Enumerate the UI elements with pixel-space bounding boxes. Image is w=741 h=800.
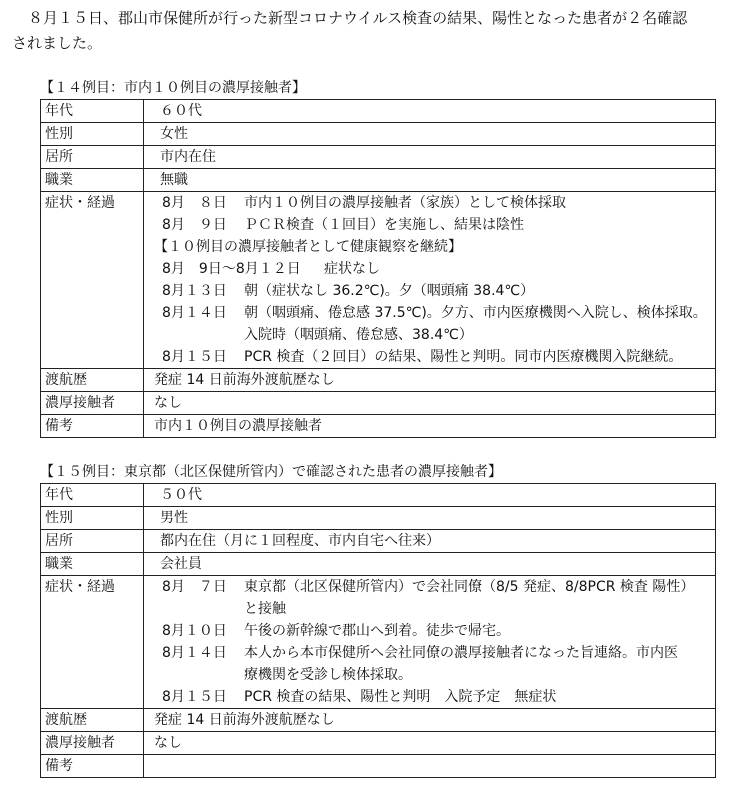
row-occupation	[41, 553, 716, 576]
entry-date: 8月１５日	[162, 349, 227, 365]
entry-text: ＰＣＲ検査（１回目）を実施し、結果は陰性	[244, 217, 524, 233]
value-remarks: 市内１０例目の濃厚接触者	[144, 415, 716, 438]
case-table	[40, 483, 716, 778]
row-occupation	[41, 169, 716, 192]
label-residence: 居所	[41, 530, 144, 553]
timeline-entry	[154, 346, 715, 368]
timeline-entry	[154, 576, 715, 620]
label-symptoms: 症状・経過	[41, 576, 144, 709]
entry-date: 8月 9日〜8月１２日	[162, 261, 301, 277]
timeline-entry	[154, 620, 715, 642]
value-occupation: 無職	[144, 169, 716, 192]
value-age: ５０代	[144, 484, 716, 507]
case-14	[40, 78, 716, 438]
entry-date: 8月１０日	[162, 623, 227, 639]
value-contacts: なし	[144, 392, 716, 415]
entry-text: 東京都（北区保健所管内）で会社同僚（8/5 発症、8/8PCR 検査 陽性）	[244, 579, 695, 595]
value-remarks	[144, 755, 716, 778]
entry-text: PCR 検査の結果、陽性と判明 入院予定 無症状	[244, 689, 557, 705]
intro-line-2: されました。	[12, 34, 103, 52]
entry-text: 朝（咽頭痛、倦怠感 37.5℃)。夕方、市内医療機関へ入院し、検体採取。	[244, 305, 707, 321]
value-contacts: なし	[144, 732, 716, 755]
label-age: 年代	[41, 484, 144, 507]
row-travel	[41, 369, 716, 392]
entry-date: 8月１３日	[162, 283, 227, 299]
label-occupation: 職業	[41, 553, 144, 576]
entry-text-block	[244, 642, 715, 686]
row-travel	[41, 709, 716, 732]
row-residence	[41, 530, 716, 553]
value-sex: 男性	[144, 507, 716, 530]
entry-text: PCR 検査（２回目）の結果、陽性と判明。同市内医療機関入院継続。	[244, 349, 683, 365]
timeline-entry	[154, 280, 715, 302]
case-title: 【１４例目：市内１０例目の濃厚接触者】	[40, 80, 306, 96]
label-occupation: 職業	[41, 169, 144, 192]
label-contacts: 濃厚接触者	[41, 732, 144, 755]
row-symptoms	[41, 192, 716, 369]
entry-date: 8月１５日	[162, 689, 227, 705]
entry-date: 8月 ７日	[162, 579, 227, 595]
row-age	[41, 484, 716, 507]
value-residence: 都内在住（月に１回程度、市内自宅へ往来）	[144, 530, 716, 553]
value-symptoms	[144, 576, 716, 709]
row-age	[41, 100, 716, 123]
label-contacts: 濃厚接触者	[41, 392, 144, 415]
value-travel: 発症 14 日前海外渡航歴なし	[144, 709, 716, 732]
entry-text: 朝（症状なし 36.2℃)。夕（咽頭痛 38.4℃）	[244, 283, 535, 299]
entry-text: 本人から本市保健所へ会社同僚の濃厚接触者になった旨連絡。市内医	[244, 645, 678, 661]
timeline-entry	[154, 214, 715, 236]
entry-text-block	[244, 302, 715, 346]
case-15	[40, 462, 716, 778]
row-contacts	[41, 392, 716, 415]
row-remarks	[41, 755, 716, 778]
label-symptoms: 症状・経過	[41, 192, 144, 369]
timeline-entry	[154, 302, 715, 346]
value-sex: 女性	[144, 123, 716, 146]
entry-text-continued: 入院時（咽頭痛、倦怠感、38.4℃）	[244, 327, 473, 343]
label-travel: 渡航歴	[41, 709, 144, 732]
entry-date: 8月 ９日	[162, 217, 227, 233]
value-travel: 発症 14 日前海外渡航歴なし	[144, 369, 716, 392]
entry-text-block	[244, 576, 715, 620]
timeline-entry	[154, 686, 715, 708]
entry-text: 市内１０例目の濃厚接触者（家族）として検体採取	[244, 195, 566, 211]
case-title: 【１５例目：東京都（北区保健所管内）で確認された患者の濃厚接触者】	[40, 464, 502, 480]
entry-date: 8月１４日	[162, 645, 227, 661]
entry-date: 8月１４日	[162, 305, 227, 321]
label-remarks: 備考	[41, 755, 144, 778]
label-sex: 性別	[41, 507, 144, 530]
timeline-entry	[154, 258, 715, 280]
row-sex	[41, 507, 716, 530]
entry-text: 症状なし	[324, 261, 380, 277]
value-occupation: 会社員	[144, 553, 716, 576]
timeline-entry	[154, 192, 715, 214]
value-residence: 市内在住	[144, 146, 716, 169]
row-contacts	[41, 732, 716, 755]
row-symptoms	[41, 576, 716, 709]
label-travel: 渡航歴	[41, 369, 144, 392]
intro-paragraph	[12, 6, 732, 56]
entry-text-continued: 療機関を受診し検体採取。	[244, 667, 412, 683]
observation-note: 【１０例目の濃厚接触者として健康観察を継続】	[154, 239, 462, 255]
case-table	[40, 99, 716, 438]
row-remarks	[41, 415, 716, 438]
label-remarks: 備考	[41, 415, 144, 438]
row-sex	[41, 123, 716, 146]
label-sex: 性別	[41, 123, 144, 146]
entry-text-continued: と接触	[244, 601, 286, 617]
row-residence	[41, 146, 716, 169]
label-age: 年代	[41, 100, 144, 123]
value-symptoms	[144, 192, 716, 369]
intro-line-1: ８月１５日、郡山市保健所が行った新型コロナウイルス検査の結果、陽性となった患者が２名確認	[28, 9, 688, 27]
entry-date: 8月 ８日	[162, 195, 227, 211]
entry-text: 午後の新幹線で郡山へ到着。徒歩で帰宅。	[244, 623, 510, 639]
timeline-entry	[154, 642, 715, 686]
value-age: ６０代	[144, 100, 716, 123]
label-residence: 居所	[41, 146, 144, 169]
